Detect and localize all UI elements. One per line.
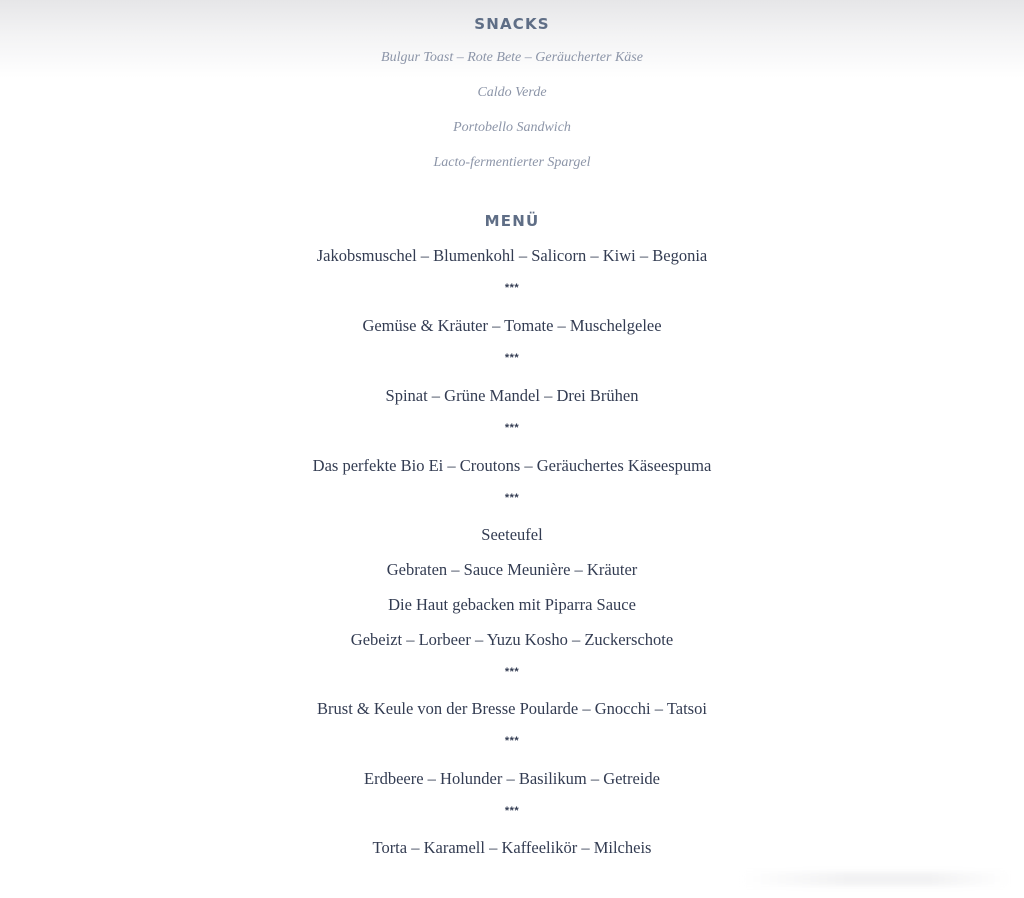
course-line-10: Erdbeere – Holunder – Basilikum – Getreide xyxy=(364,769,660,788)
course-separator: *** xyxy=(504,492,520,504)
bottom-fade-overlay xyxy=(740,872,1010,886)
snack-item-1: Bulgur Toast – Rote Bete – Geräucherter Käse xyxy=(381,50,643,65)
course-separator: *** xyxy=(504,666,520,678)
course-line-2: Gemüse & Kräuter – Tomate – Muschelgelee xyxy=(362,316,662,335)
course-separator: *** xyxy=(504,422,520,434)
course-line-9: Brust & Keule von der Bresse Poularde – Gnocchi – Tatsoi xyxy=(317,699,707,718)
snacks-heading: SNACKS xyxy=(474,15,550,33)
course-line-1: Jakobsmuschel – Blumenkohl – Salicorn – Kiwi – Begonia xyxy=(316,246,708,265)
course-line-3: Spinat – Grüne Mandel – Drei Brühen xyxy=(385,386,639,405)
top-fade-overlay xyxy=(0,0,1024,78)
course-separator: *** xyxy=(504,735,520,747)
course-separator: *** xyxy=(504,352,520,364)
course-separator: *** xyxy=(504,805,520,817)
snack-item-2: Caldo Verde xyxy=(477,85,547,100)
course-line-7: Die Haut gebacken mit Piparra Sauce xyxy=(388,595,636,614)
course-line-6: Gebraten – Sauce Meunière – Kräuter xyxy=(386,560,638,579)
course-line-11: Torta – Karamell – Kaffeelikör – Milcheis xyxy=(372,838,652,857)
snack-item-3: Portobello Sandwich xyxy=(453,120,571,135)
menu-heading: MENÜ xyxy=(484,212,540,230)
course-line-8: Gebeizt – Lorbeer – Yuzu Kosho – Zuckerschote xyxy=(350,630,674,649)
snack-item-4: Lacto-fermentierter Spargel xyxy=(433,155,591,170)
course-line-4: Das perfekte Bio Ei – Croutons – Geräuchertes Käseespuma xyxy=(312,456,712,475)
course-separator: *** xyxy=(504,282,520,294)
course-line-5: Seeteufel xyxy=(481,525,543,544)
